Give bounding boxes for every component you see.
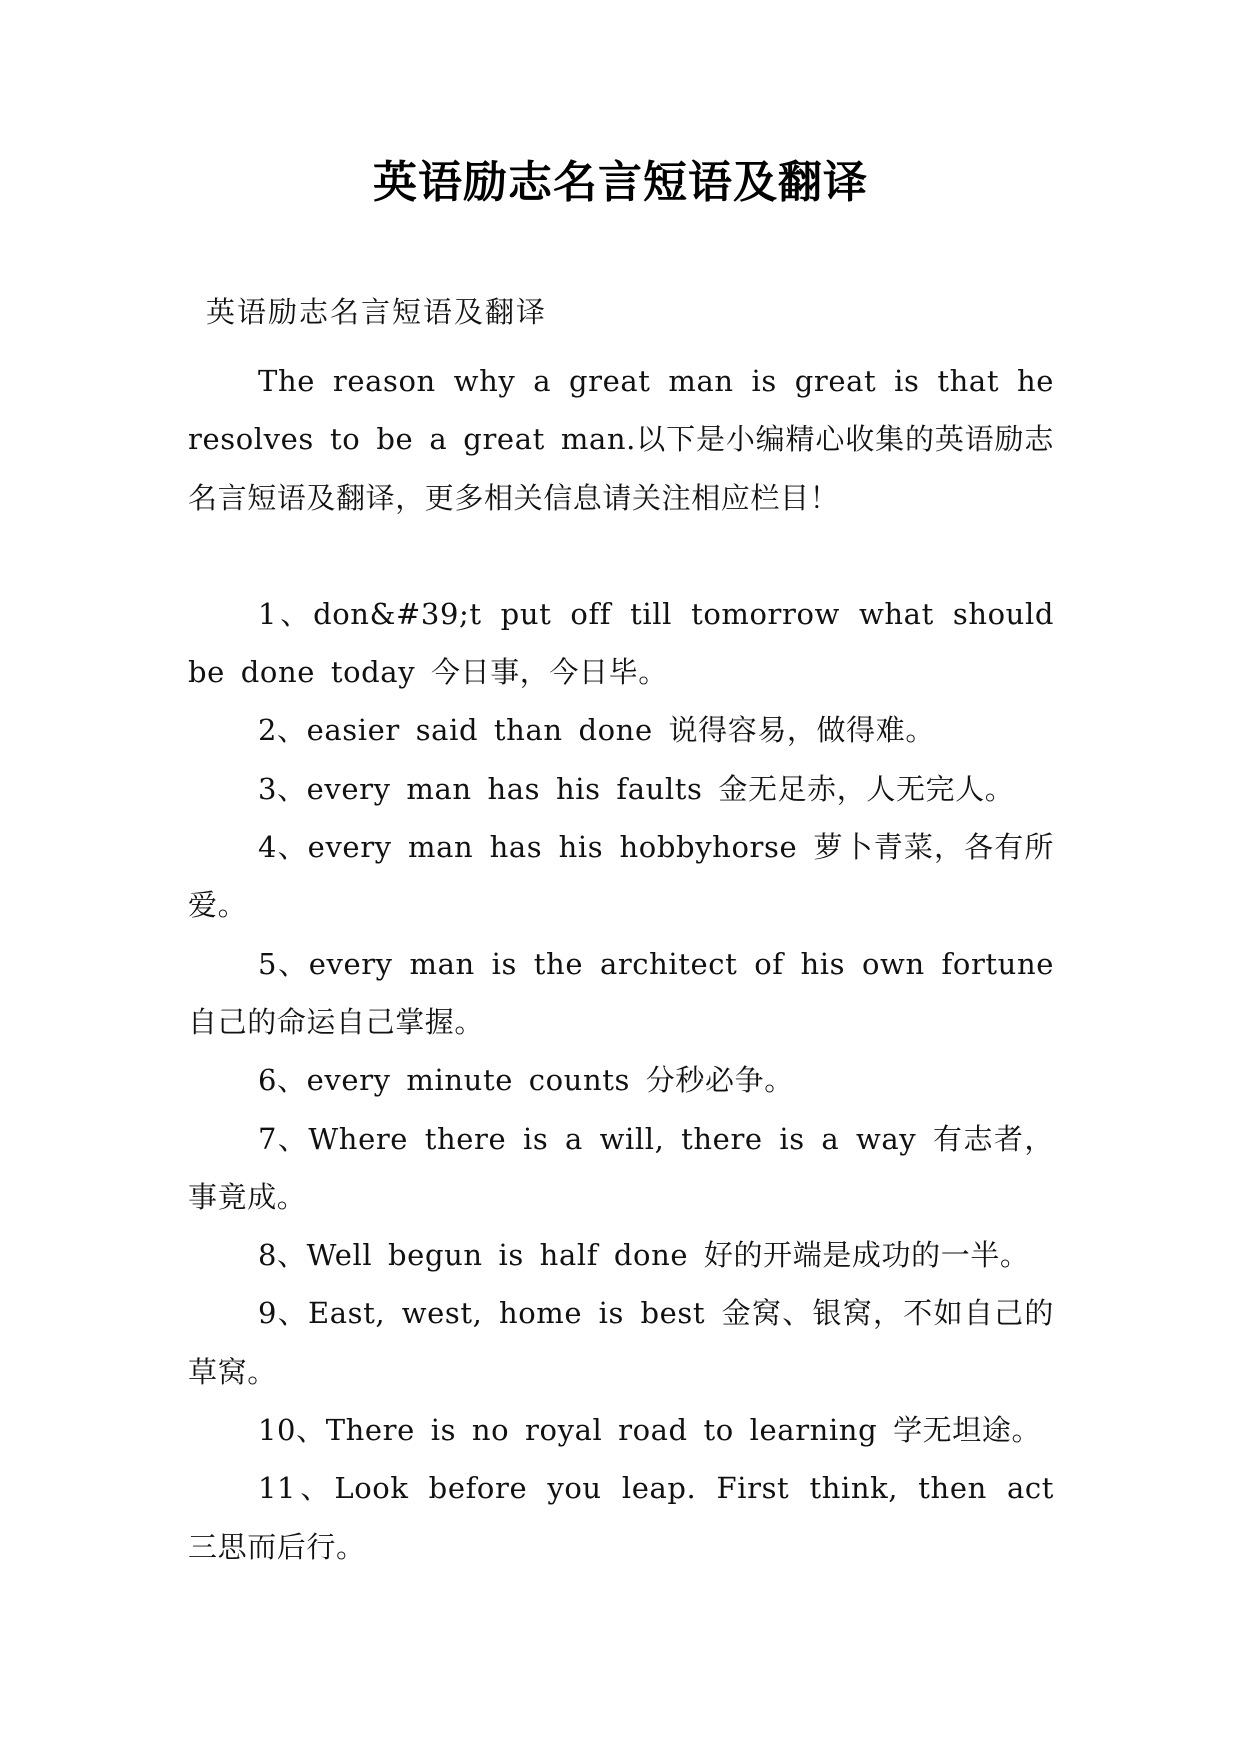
quote-item: 1、don&#39;t put off till tomorrow what should be done today 今日事，今日毕。 xyxy=(188,596,1054,690)
quote-item: 7、Where there is a will, there is a way 有志者，事竟成。 xyxy=(188,1121,1054,1214)
quote-item: 3、every man has his faults 金无足赤，人无完人。 xyxy=(258,771,1015,806)
quote-item: 10、There is no royal road to learning 学无坦途。 xyxy=(258,1413,1042,1448)
quote-item: 8、Well begun is half done 好的开端是成功的一半。 xyxy=(258,1238,1030,1273)
document-body xyxy=(188,352,1054,1576)
quote-item: 11、Look before you leap. First think, then act 三思而后行。 xyxy=(188,1471,1054,1564)
document-subtitle: 英语励志名言短语及翻译 xyxy=(206,295,548,329)
quote-item: 5、every man is the architect of his own fortune 自己的命运自己掌握。 xyxy=(188,946,1054,1039)
paragraph-spacer xyxy=(188,527,1054,585)
document-title: 英语励志名言短语及翻译 xyxy=(373,157,868,208)
quote-item: 6、every minute counts 分秒必争。 xyxy=(258,1063,794,1098)
quote-item: 2、easier said than done 说得容易，做得难。 xyxy=(258,713,935,748)
quote-item: 9、East, west, home is best 金窝、银窝，不如自己的草窝。 xyxy=(188,1296,1054,1389)
quote-item: 4、every man has his hobbyhorse 萝卜青菜，各有所爱。 xyxy=(188,830,1054,923)
intro-paragraph: The reason why a great man is great is that he resolves to be a great man.以下是小编精心收集的英语励志名言短语及翻译，更多相关信息请关注相应栏目！ xyxy=(188,364,1054,515)
